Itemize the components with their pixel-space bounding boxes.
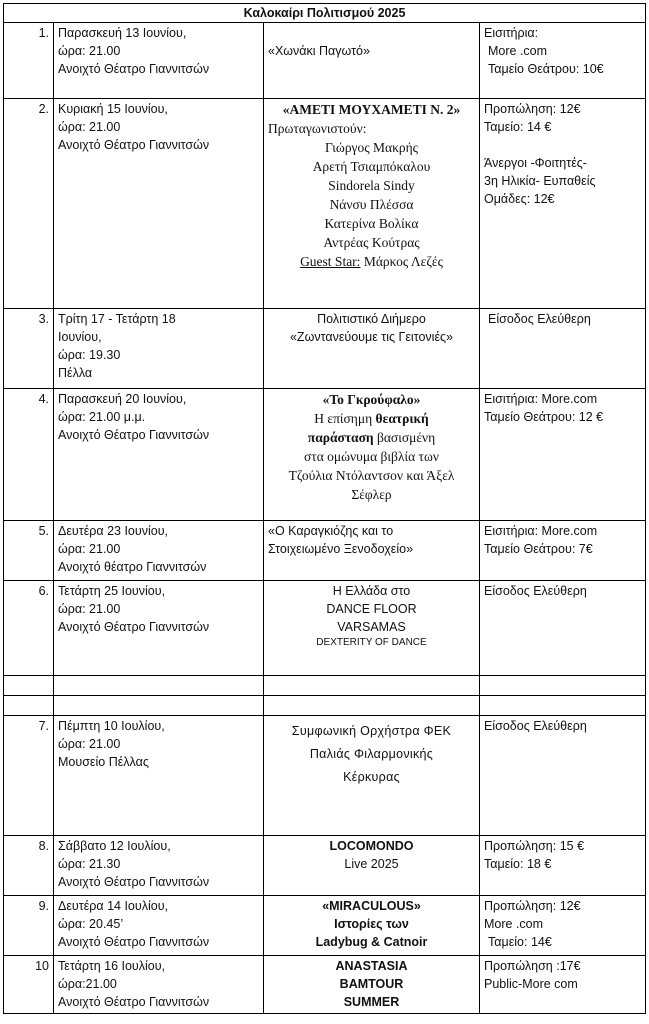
event-when: Τρίτη 17 - Τετάρτη 18 Ιουνίου, ώρα: 19.30 Πέλλα xyxy=(54,309,264,389)
event-number: 6. xyxy=(4,581,54,676)
event-when: Πέμπτη 10 Ιουλίου, ώρα: 21.00 Μουσείο Πέλλας xyxy=(54,716,264,836)
event-when: Παρασκευή 13 Ιουνίου, ώρα: 21.00 Ανοιχτό Θέατρο Γιαννιτσών xyxy=(54,23,264,99)
empty-row xyxy=(4,676,646,696)
event-title: «Ο Καραγκιόζης και το Στοιχειωμένο Ξενοδοχείο» xyxy=(264,521,480,581)
event-number: 8. xyxy=(4,836,54,896)
event-number: 5. xyxy=(4,521,54,581)
event-title: «Χωνάκι Παγωτό» xyxy=(264,23,480,99)
event-tickets: Προπώληση :17€ Public-More com xyxy=(480,956,646,1014)
event-number: 2. xyxy=(4,99,54,309)
event-title: Συμφωνική Ορχήστρα ΦΕΚ Παλιάς Φιλαρμονικής Κέρκυρας xyxy=(264,716,480,836)
table-row xyxy=(4,581,646,676)
event-when: Τετάρτη 16 Ιουλίου, ώρα:21.00 Ανοιχτό Θέατρο Γιαννιτσών xyxy=(54,956,264,1014)
event-tickets: Είσοδος Ελεύθερη xyxy=(480,581,646,676)
event-title: ANASTASIA BAMTOUR SUMMER xyxy=(264,956,480,1014)
event-tickets: Εισιτήρια: More.com Ταμείο Θεάτρου: 12 € xyxy=(480,389,646,521)
title-row xyxy=(4,4,646,23)
table-row xyxy=(4,716,646,836)
table-row xyxy=(4,896,646,956)
event-number: 3. xyxy=(4,309,54,389)
event-when: Δευτέρα 23 Ιουνίου, ώρα: 21.00 Ανοιχτό θέατρο Γιαννιτσών xyxy=(54,521,264,581)
event-when: Παρασκευή 20 Ιουνίου, ώρα: 21.00 μ.μ. Ανοιχτό Θέατρο Γιαννιτσών xyxy=(54,389,264,521)
event-title: «MIRACULOUS» Ιστορίες των Ladybug & Catnoir xyxy=(264,896,480,956)
event-title: «Το Γκρούφαλο» Η επίσημη θεατρική παράσταση βασισμένη στα ομώνυμα βιβλία των Τζούλια Ντόλαντσον και Άξελ Σέφλερ xyxy=(264,389,480,521)
event-title: Η Ελλάδα στο DANCE FLOOR VARSAMAS DEXTERITY OF DANCE xyxy=(264,581,480,676)
event-tickets: Είσοδος Ελεύθερη xyxy=(480,716,646,836)
event-title: «ΑΜΕΤΙ ΜΟΥΧΑΜΕΤΙ Ν. 2» Πρωταγωνιστούν: Γιώργος Μακρής Αρετή Τσιαμπόκαλου Sindorela Sindy Νάνσυ Πλέσσα Κατερίνα Βολίκα Αντρέας Κούτρας Guest Star: Μάρκος Λεζές xyxy=(264,99,480,309)
event-tickets: Εισιτήρια: More .com Ταμείο Θεάτρου: 10€ xyxy=(480,23,646,99)
event-title: Πολιτιστικό Διήμερο «Ζωντανεύουμε τις Γειτονιές» xyxy=(264,309,480,389)
event-title: LOCOMONDO Live 2025 xyxy=(264,836,480,896)
table-row xyxy=(4,99,646,309)
event-tickets: Προπώληση: 12€ More .com Ταμείο: 14€ xyxy=(480,896,646,956)
event-tickets: Προπώληση: 12€ Ταμείο: 14 € Άνεργοι -Φοιτητές- 3η Ηλικία- Ευπαθείς Ομάδες: 12€ xyxy=(480,99,646,309)
empty-row xyxy=(4,696,646,716)
event-number: 1. xyxy=(4,23,54,99)
table-row xyxy=(4,23,646,99)
page-title: Καλοκαίρι Πολιτισμού 2025 xyxy=(4,4,646,23)
table-row xyxy=(4,389,646,521)
event-when: Δευτέρα 14 Ιουλίου, ώρα: 20.45’ Ανοιχτό Θέατρο Γιαννιτσών xyxy=(54,896,264,956)
table-row xyxy=(4,956,646,1014)
table-row xyxy=(4,836,646,896)
event-when: Κυριακή 15 Ιουνίου, ώρα: 21.00 Ανοιχτό Θέατρο Γιαννιτσών xyxy=(54,99,264,309)
table-row xyxy=(4,521,646,581)
event-when: Τετάρτη 25 Ιουνίου, ώρα: 21.00 Ανοιχτό Θέατρο Γιαννιτσών xyxy=(54,581,264,676)
event-tickets: Εισιτήρια: More.com Ταμείο Θεάτρου: 7€ xyxy=(480,521,646,581)
event-when: Σάββατο 12 Ιουλίου, ώρα: 21.30 Ανοιχτό Θέατρο Γιαννιτσών xyxy=(54,836,264,896)
table-row xyxy=(4,309,646,389)
events-table xyxy=(3,3,646,1014)
event-tickets: Είσοδος Ελεύθερη xyxy=(480,309,646,389)
event-number: 9. xyxy=(4,896,54,956)
event-tickets: Προπώληση: 15 € Ταμείο: 18 € xyxy=(480,836,646,896)
event-number: 10 xyxy=(4,956,54,1014)
event-number: 4. xyxy=(4,389,54,521)
event-number: 7. xyxy=(4,716,54,836)
